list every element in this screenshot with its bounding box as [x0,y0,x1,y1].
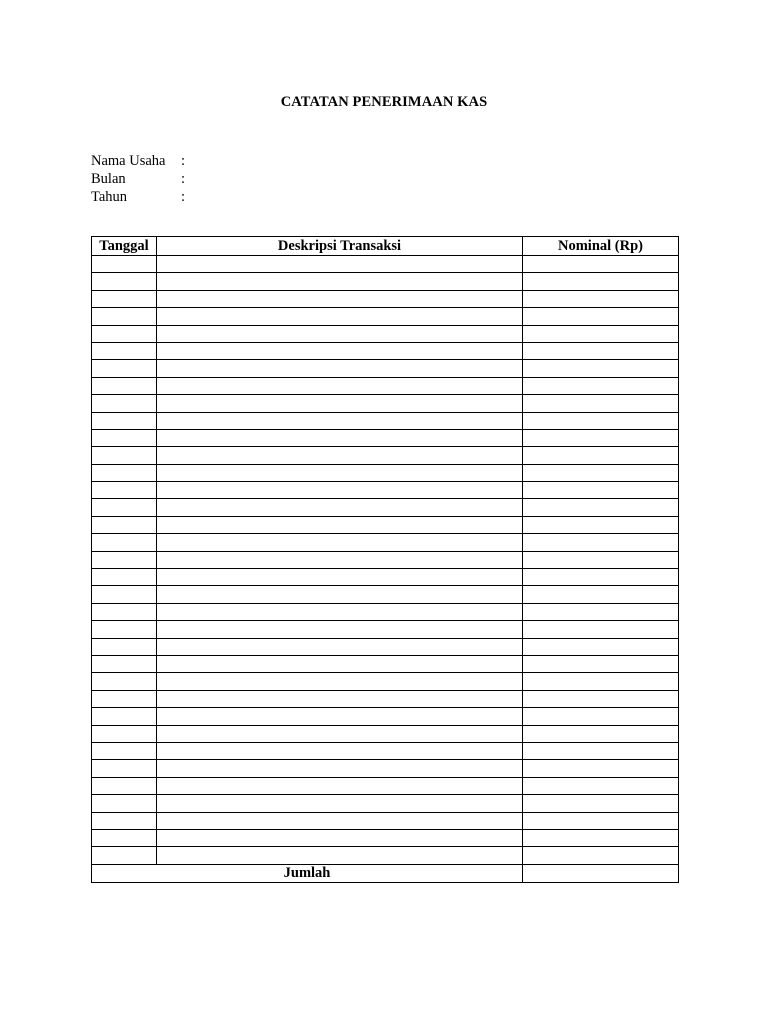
date-cell[interactable] [92,777,157,794]
table-row [92,464,679,481]
table-body [92,256,679,865]
amount-cell[interactable] [523,534,679,551]
meta-row-tahun [91,188,491,206]
date-cell[interactable] [92,482,157,499]
table-row [92,499,679,516]
date-cell[interactable] [92,725,157,742]
table-row [92,342,679,359]
description-cell[interactable] [157,464,523,481]
amount-cell[interactable] [523,360,679,377]
amount-cell[interactable] [523,760,679,777]
table-row [92,308,679,325]
date-cell[interactable] [92,499,157,516]
description-cell[interactable] [157,360,523,377]
column-header-date: Tanggal [92,237,157,256]
description-cell[interactable] [157,499,523,516]
description-cell[interactable] [157,673,523,690]
description-cell[interactable] [157,308,523,325]
description-cell[interactable] [157,795,523,812]
table-row [92,777,679,794]
amount-cell[interactable] [523,621,679,638]
amount-cell[interactable] [523,342,679,359]
description-cell[interactable] [157,829,523,846]
amount-cell[interactable] [523,586,679,603]
date-cell[interactable] [92,690,157,707]
column-header-amount: Nominal (Rp) [523,237,679,256]
description-cell[interactable] [157,638,523,655]
description-cell[interactable] [157,516,523,533]
amount-cell[interactable] [523,777,679,794]
date-cell[interactable] [92,290,157,307]
meta-colon: : [181,171,186,187]
date-cell[interactable] [92,464,157,481]
date-cell[interactable] [92,829,157,846]
document-title: CATATAN PENERIMAAN KAS [280,94,488,110]
amount-cell[interactable] [523,516,679,533]
amount-cell[interactable] [523,829,679,846]
amount-cell[interactable] [523,847,679,864]
date-cell[interactable] [92,812,157,829]
table-row [92,377,679,394]
table-row [92,482,679,499]
table-row [92,690,679,707]
table-row [92,290,679,307]
amount-cell[interactable] [523,447,679,464]
amount-cell[interactable] [523,725,679,742]
description-cell[interactable] [157,342,523,359]
meta-colon: : [181,153,186,169]
date-cell[interactable] [92,447,157,464]
amount-cell[interactable] [523,655,679,672]
date-cell[interactable] [92,273,157,290]
date-cell[interactable] [92,742,157,759]
description-cell[interactable] [157,621,523,638]
table-row [92,586,679,603]
date-cell[interactable] [92,308,157,325]
date-cell[interactable] [92,429,157,446]
description-cell[interactable] [157,603,523,620]
description-cell[interactable] [157,534,523,551]
amount-cell[interactable] [523,377,679,394]
table-row [92,603,679,620]
description-cell[interactable] [157,655,523,672]
date-cell[interactable] [92,360,157,377]
amount-cell[interactable] [523,412,679,429]
date-cell[interactable] [92,655,157,672]
column-header-description: Deskripsi Transaksi [157,237,523,256]
meta-row-bulan [91,170,491,188]
description-cell[interactable] [157,777,523,794]
date-cell[interactable] [92,395,157,412]
amount-cell[interactable] [523,812,679,829]
table-row [92,621,679,638]
amount-cell[interactable] [523,795,679,812]
table-row [92,412,679,429]
amount-cell[interactable] [523,290,679,307]
total-label: Jumlah [92,864,523,882]
date-cell[interactable] [92,342,157,359]
amount-cell[interactable] [523,569,679,586]
amount-cell[interactable] [523,395,679,412]
description-cell[interactable] [157,569,523,586]
amount-cell[interactable] [523,499,679,516]
description-cell[interactable] [157,760,523,777]
date-cell[interactable] [92,708,157,725]
table-row [92,429,679,446]
table-row [92,638,679,655]
table-header-row [92,237,679,256]
table-row [92,812,679,829]
amount-cell[interactable] [523,325,679,342]
nama-usaha-field[interactable] [191,152,491,170]
description-cell[interactable] [157,690,523,707]
amount-cell[interactable] [523,256,679,273]
amount-cell[interactable] [523,603,679,620]
description-cell[interactable] [157,708,523,725]
description-cell[interactable] [157,273,523,290]
cash-receipt-table [91,236,679,883]
date-cell[interactable] [92,569,157,586]
table-row [92,534,679,551]
description-cell[interactable] [157,377,523,394]
description-cell[interactable] [157,290,523,307]
description-cell[interactable] [157,742,523,759]
table-row [92,569,679,586]
table-row [92,655,679,672]
table-row [92,673,679,690]
amount-cell[interactable] [523,638,679,655]
table-row [92,725,679,742]
date-cell[interactable] [92,621,157,638]
table-row [92,795,679,812]
description-cell[interactable] [157,812,523,829]
amount-cell[interactable] [523,551,679,568]
table-row [92,360,679,377]
meta-label: Tahun [91,189,128,205]
description-cell[interactable] [157,447,523,464]
date-cell[interactable] [92,847,157,864]
date-cell[interactable] [92,673,157,690]
bulan-field[interactable] [191,170,491,188]
meta-label: Bulan [91,171,126,187]
date-cell[interactable] [92,325,157,342]
date-cell[interactable] [92,795,157,812]
date-cell[interactable] [92,256,157,273]
amount-cell[interactable] [523,308,679,325]
description-cell[interactable] [157,847,523,864]
table-row [92,447,679,464]
meta-colon: : [181,189,186,205]
amount-cell[interactable] [523,482,679,499]
date-cell[interactable] [92,551,157,568]
table-row [92,273,679,290]
table-row [92,516,679,533]
date-cell[interactable] [92,638,157,655]
amount-cell[interactable] [523,708,679,725]
table-row [92,760,679,777]
description-cell[interactable] [157,551,523,568]
total-row [92,864,679,882]
meta-fields [91,152,491,206]
table-row [92,829,679,846]
date-cell[interactable] [92,586,157,603]
description-cell[interactable] [157,482,523,499]
amount-cell[interactable] [523,429,679,446]
meta-label: Nama Usaha [91,153,166,169]
tahun-field[interactable] [191,188,491,206]
table-row [92,256,679,273]
description-cell[interactable] [157,586,523,603]
amount-cell[interactable] [523,690,679,707]
amount-cell[interactable] [523,673,679,690]
date-cell[interactable] [92,412,157,429]
date-cell[interactable] [92,603,157,620]
date-cell[interactable] [92,760,157,777]
description-cell[interactable] [157,325,523,342]
date-cell[interactable] [92,516,157,533]
amount-cell[interactable] [523,742,679,759]
table-row [92,395,679,412]
table-row [92,742,679,759]
description-cell[interactable] [157,412,523,429]
table-row [92,551,679,568]
table-row [92,847,679,864]
table-row [92,325,679,342]
date-cell[interactable] [92,534,157,551]
date-cell[interactable] [92,377,157,394]
meta-row-nama-usaha [91,152,491,170]
amount-cell[interactable] [523,464,679,481]
description-cell[interactable] [157,725,523,742]
description-cell[interactable] [157,429,523,446]
table-row [92,708,679,725]
description-cell[interactable] [157,395,523,412]
amount-cell[interactable] [523,273,679,290]
total-amount-cell[interactable] [523,864,679,882]
description-cell[interactable] [157,256,523,273]
